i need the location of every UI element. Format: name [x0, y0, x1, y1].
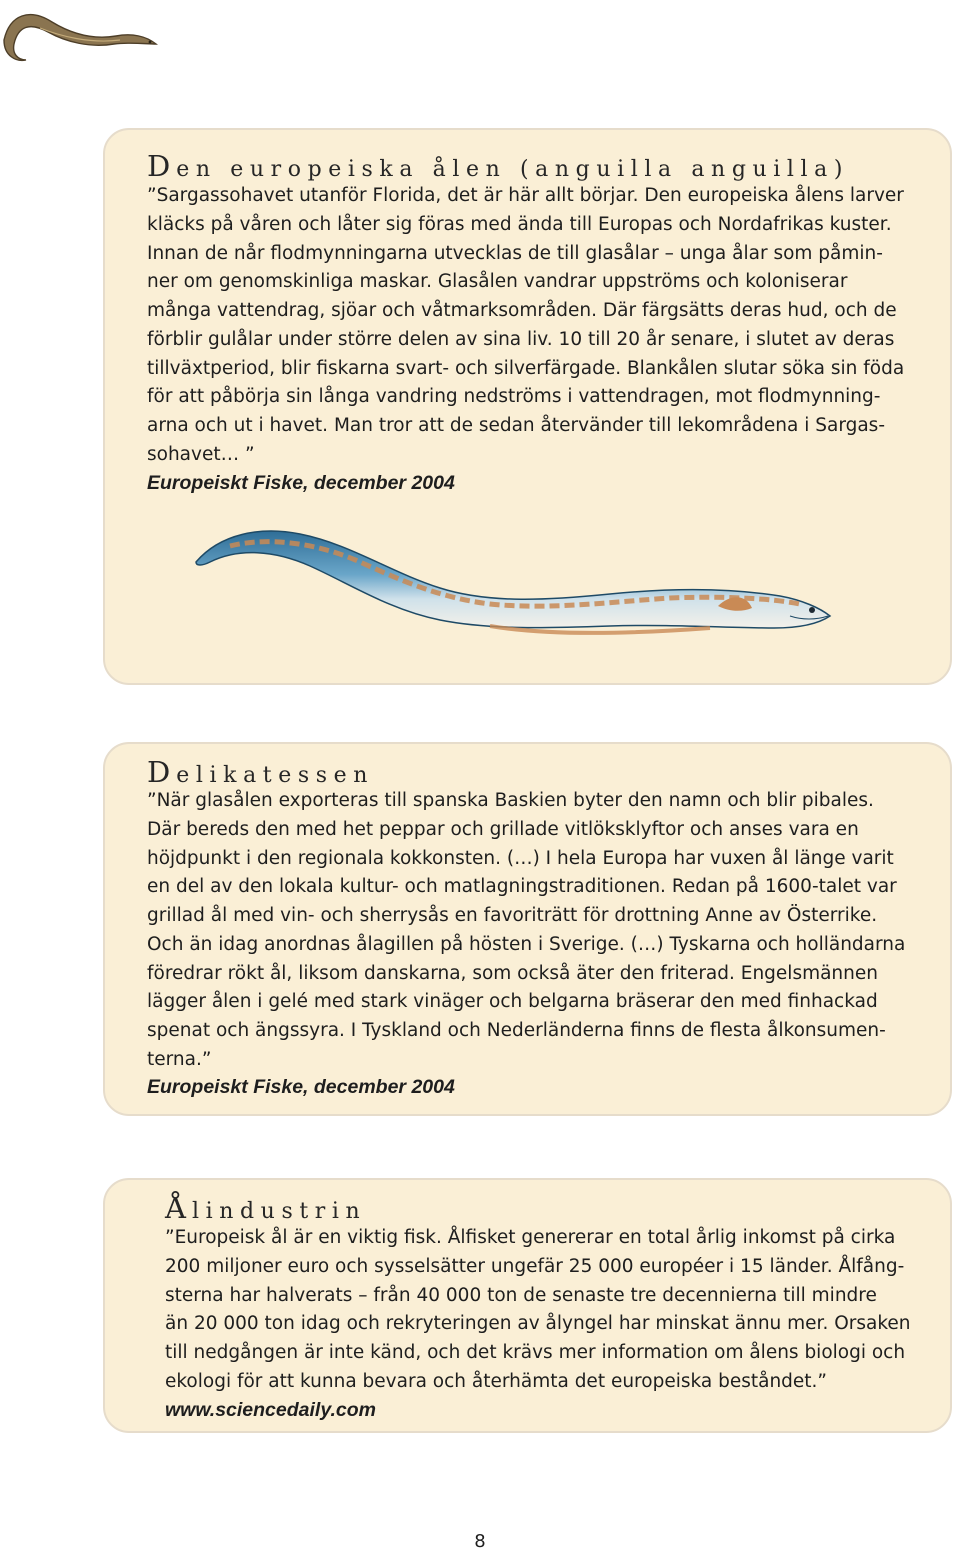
- text-line: Där bereds den med het peppar och grillade vitlöksklyftor och anses vara en: [147, 818, 859, 840]
- text-line: föredrar rökt ål, liksom danskarna, som också äter den friterad. Engelsmännen: [147, 962, 878, 984]
- text-line: förblir gulålar under större delen av sina liv. 10 till 20 år senare, i slutet av deras: [147, 328, 895, 350]
- text-line: för att påbörja sin långa vandring nedströms i vattendragen, mot flodmynning-: [147, 386, 881, 408]
- text-line: kläcks på våren och låter sig föras med ända till Europas och Nordafrikas kuster.: [147, 213, 892, 235]
- text-line: till nedgången är inte känd, och det krävs mer information om ålens biologi och: [165, 1342, 906, 1363]
- text-line: terna.”: [147, 1048, 212, 1070]
- page-number: 8: [474, 1531, 486, 1552]
- eel-corner-icon: [0, 0, 160, 70]
- text-line: tillväxtperiod, blir fiskarna svart- och silverfärgade. Blankålen slutar söka sin föda: [147, 357, 905, 379]
- source-citation-eel-industry: www.sciencedaily.com: [165, 1399, 376, 1421]
- section-body-european-eel: [147, 182, 904, 470]
- text-line: än 20 000 ton idag och rekryteringen av ålyngel har minskat ännu mer. Orsaken: [165, 1313, 911, 1335]
- source-citation-european-eel: Europeiskt Fiske, december 2004: [147, 472, 455, 494]
- text-line: Och än idag anordnas ålagillen på hösten i Sverige. (…) Tyskarna och holländarna: [147, 933, 906, 955]
- text-line: 200 miljoner euro och sysselsätter ungefär 25 000 européer i 15 länder. Ålfång-: [165, 1255, 905, 1277]
- section-title-delicacy: Delikatessen: [147, 755, 375, 789]
- section-title-eel-industry: Ålindustrin: [165, 1191, 367, 1225]
- text-line: grillad ål med vin- och sherrysås en favoriträtt för drottning Anne av Österrike.: [147, 905, 878, 926]
- text-line: ekologi för att kunna bevara och återhämta det europeiska beståndet.”: [165, 1370, 828, 1392]
- source-citation-delicacy: Europeiskt Fiske, december 2004: [147, 1076, 455, 1098]
- text-line: spenat och ängssyra. I Tyskland och Nederländerna finns de flesta ålkonsumen-: [147, 1020, 886, 1041]
- text-line: sohavet… ”: [147, 443, 255, 465]
- section-body-delicacy: [147, 787, 905, 1075]
- text-line: ”När glasålen exporteras till spanska Baskien byter den namn och blir pibales.: [147, 790, 874, 811]
- section-body-eel-industry: [165, 1224, 911, 1397]
- eel-illustration-icon: [190, 512, 840, 642]
- text-line: lägger ålen i gelé med stark vinäger och belgarna bräserar den med finhackad: [147, 991, 878, 1013]
- text-line: sterna har halverats – från 40 000 ton de senaste tre decennierna till mindre: [165, 1284, 877, 1306]
- text-line: arna och ut i havet. Man tror att de sedan återvänder till lekområdena i Sargas-: [147, 415, 885, 436]
- section-title-european-eel: Den europeiska ålen (anguilla anguilla): [147, 149, 850, 183]
- text-line: höjdpunkt i den regionala kokkonsten. (…) I hela Europa har vuxen ål länge varit: [147, 847, 894, 869]
- text-line: ”Europeisk ål är en viktig fisk. Ålfisket genererar en total årlig inkomst på cirka: [165, 1227, 896, 1248]
- text-line: många vattendrag, sjöar och våtmarksområden. Där färgsätts deras hud, och de: [147, 300, 897, 321]
- text-line: ”Sargassohavet utanför Florida, det är här allt börjar. Den europeiska ålens larver: [147, 185, 904, 206]
- text-line: Innan de når flodmynningarna utvecklas de till glasålar – unga ålar som påmin-: [147, 242, 883, 264]
- text-line: en del av den lokala kultur- och matlagningstraditionen. Redan på 1600-talet var: [147, 876, 897, 898]
- text-line: ner om genomskinliga maskar. Glasålen vandrar uppströms och koloniserar: [147, 271, 848, 293]
